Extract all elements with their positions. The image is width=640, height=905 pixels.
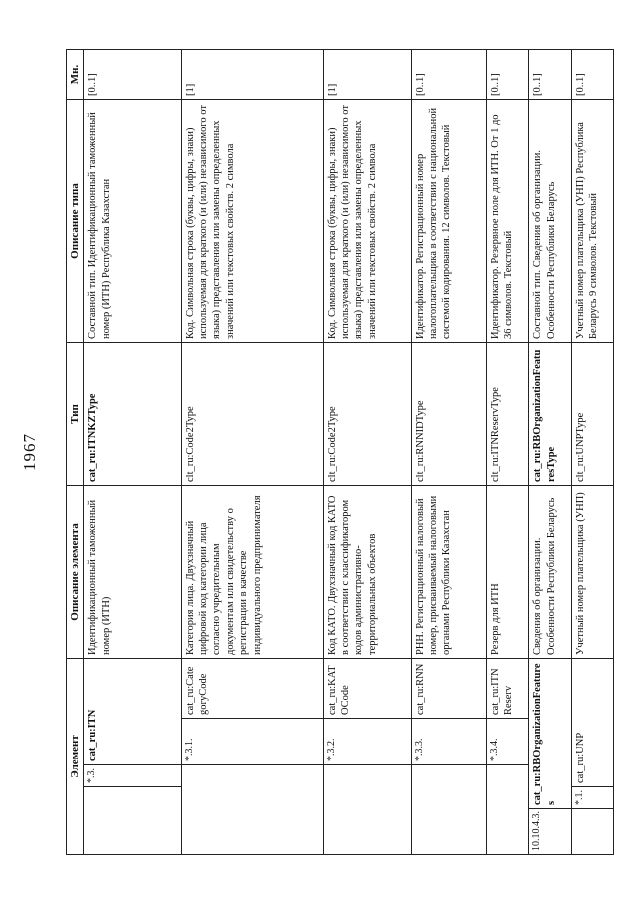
column-header-type: Тип	[67, 343, 84, 486]
table-row	[181, 50, 323, 855]
element-description: Категория лица. Двухзначный цифровой код категории лица согласно учредительным документам или свидетельству о регистрации в качестве индивидуального предпринимателя	[181, 486, 323, 659]
row-number: *.3.1.	[181, 719, 323, 765]
type-description: Учетный номер плательщика (УНП) Республика Беларусь 9 символов. Текстовый	[571, 100, 613, 343]
element-description: РНН. Регистрационный налоговый номер, присваиваемый налоговыми органами Республики Казахстан	[411, 486, 486, 659]
type-description: Код. Символьная строка (буквы, цифры, знаки) используемая для краткого (и (или) независимого от языка) представления или замены определенных значений или текстовых свойств. 2 символа	[181, 100, 323, 343]
type-name: cat_ru:ITNKZType	[84, 343, 182, 486]
element-description: Учетный номер плательщика (УНП)	[571, 486, 613, 659]
column-header-multiplicity: Мн.	[67, 50, 84, 100]
rotated-page-content	[66, 50, 614, 855]
blank-indent-cell	[181, 765, 323, 855]
column-header-element-description: Описание элемента	[67, 486, 84, 659]
multiplicity-value: [0..1]	[486, 50, 528, 100]
multiplicity-value: [1]	[181, 50, 323, 100]
column-header-element: Элемент	[67, 659, 84, 855]
type-name: clt_ru:ITNReservType	[486, 343, 528, 486]
row-number: 10.10.4.3.	[529, 809, 571, 855]
element-description: Сведения об организации. Особенности Республики Беларусь	[529, 486, 571, 659]
table-row	[323, 50, 411, 855]
table-row	[411, 50, 486, 855]
element-code: cat_ru:RBOrganizationFeatures	[529, 659, 571, 809]
type-description: Идентификатор. Регистрационный номер налогоплательщика в соответствии с национальной системой кодирования. 12 символов. Текстовый	[411, 100, 486, 343]
element-description: Код КАТО. Двухзначный код КАТО в соответствии с классификатором кодов административно-территориальных объектов	[323, 486, 411, 659]
row-number: *.3.	[84, 765, 182, 787]
type-description: Составной тип. Сведения об организации. Особенности Республики Беларусь	[529, 100, 571, 343]
row-number: *.3.3.	[411, 719, 486, 765]
type-name: clt_ru:Code2Type	[323, 343, 411, 486]
table-row	[84, 50, 182, 855]
element-code: cat_ru:KATOCode	[323, 659, 411, 719]
blank-indent-cell	[323, 765, 411, 855]
blank-indent-cell	[571, 809, 613, 855]
blank-indent-cell	[84, 787, 182, 855]
element-code: cat_ru:CategoryCode	[181, 659, 323, 719]
element-code: cat_ru:ITN	[84, 659, 182, 765]
element-description: Резерв для ИТН	[486, 486, 528, 659]
row-number: *.3.4.	[486, 719, 528, 765]
type-description: Идентификатор. Резервное поле для ИТН. От 1 до 36 символов. Текстовый	[486, 100, 528, 343]
element-code: cat_ru:UNP	[571, 659, 613, 787]
element-code: cat_ru:ITNReserv	[486, 659, 528, 719]
type-name: cat_ru:RBOrganizationFeaturesType	[529, 343, 571, 486]
blank-indent-cell	[411, 765, 486, 855]
blank-indent-cell	[486, 765, 528, 855]
multiplicity-value: [0..1]	[571, 50, 613, 100]
row-number: *.3.2.	[323, 719, 411, 765]
row-number: *.1.	[571, 787, 613, 809]
multiplicity-value: [0..1]	[411, 50, 486, 100]
multiplicity-value: [0..1]	[84, 50, 182, 100]
type-name: clt_ru:RNNIDType	[411, 343, 486, 486]
multiplicity-value: [0..1]	[529, 50, 571, 100]
element-description: Идентификационный таможенный номер (ИТН)	[84, 486, 182, 659]
element-code: cat_ru:RNN	[411, 659, 486, 719]
type-description: Код. Символьная строка (буквы, цифры, знаки) используемая для краткого (и (или) независимого от языка) представления или замены определенных значений или текстовых свойств. 2 символа	[323, 100, 411, 343]
type-name: clt_ru:UNPType	[571, 343, 613, 486]
multiplicity-value: [1]	[323, 50, 411, 100]
type-description: Составной тип. Идентификационный таможенный номер (ИТН) Республика Казахстан	[84, 100, 182, 343]
table-row	[486, 50, 528, 855]
table-row	[571, 50, 613, 855]
table-header-row	[67, 50, 84, 855]
table-row	[529, 50, 571, 855]
element-table	[66, 49, 614, 855]
page-number: 1967	[20, 433, 39, 471]
type-name: clt_ru:Code2Type	[181, 343, 323, 486]
column-header-type-description: Описание типа	[67, 100, 84, 343]
